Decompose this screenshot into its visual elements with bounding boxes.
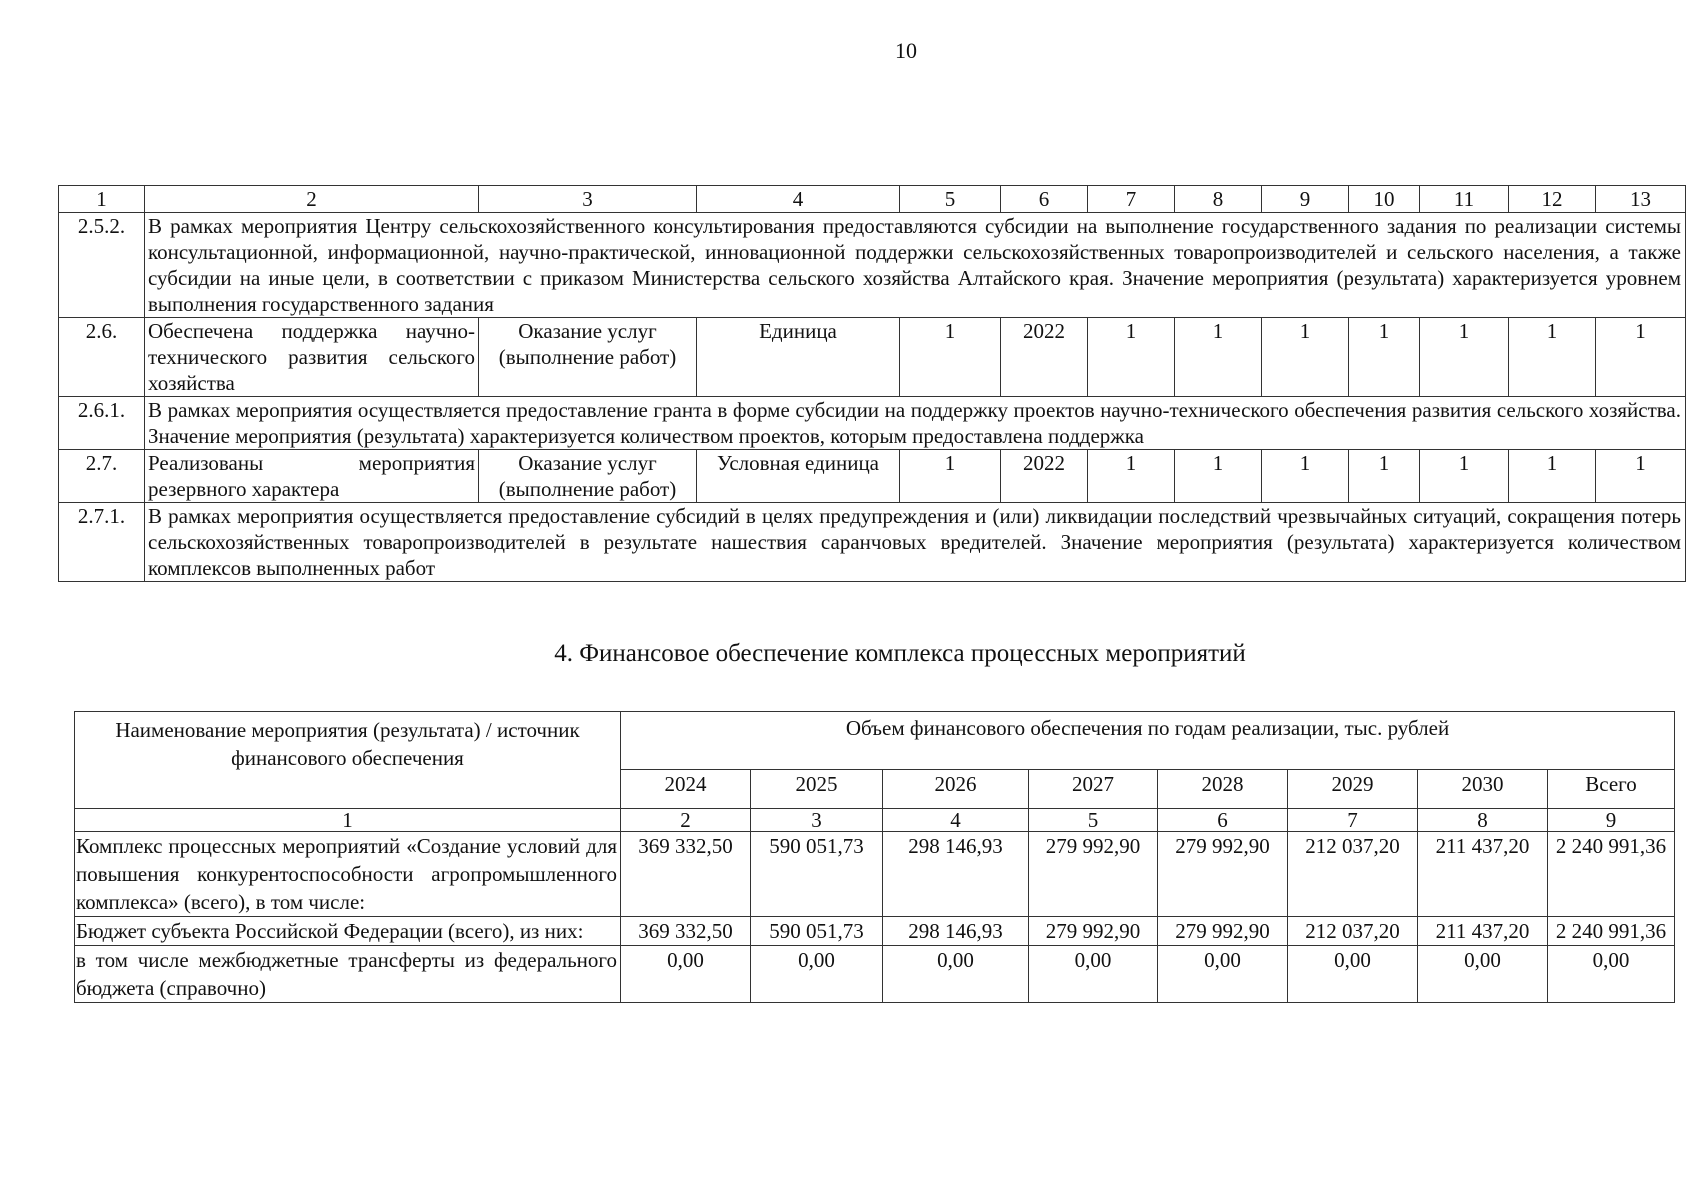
column-number-row bbox=[59, 186, 1686, 213]
value-cell: 1 bbox=[1088, 450, 1175, 503]
amount-cell: 211 437,20 bbox=[1418, 917, 1548, 946]
column-number: 3 bbox=[751, 809, 883, 832]
value-cell: 1 bbox=[1509, 318, 1596, 397]
value-cell: 1 bbox=[1262, 450, 1349, 503]
amount-cell: 369 332,50 bbox=[621, 832, 751, 917]
amount-cell: 211 437,20 bbox=[1418, 832, 1548, 917]
row-name: Бюджет субъекта Российской Федерации (всего), из них: bbox=[75, 917, 621, 946]
table-row bbox=[75, 917, 1675, 946]
row-name: Комплекс процессных мероприятий «Создание условий для повышения конкурентоспособности агропромышленного комплекса» (всего), в том числе: bbox=[75, 832, 621, 917]
row-number: 2.7. bbox=[59, 450, 145, 503]
table-row bbox=[75, 832, 1675, 917]
column-number: 5 bbox=[1029, 809, 1158, 832]
column-number: 4 bbox=[697, 186, 900, 213]
column-number: 11 bbox=[1420, 186, 1509, 213]
amount-cell: 279 992,90 bbox=[1158, 832, 1288, 917]
column-number: 9 bbox=[1548, 809, 1675, 832]
row-number: 2.7.1. bbox=[59, 503, 145, 582]
column-number: 1 bbox=[59, 186, 145, 213]
table-row bbox=[59, 397, 1686, 450]
amount-cell: 369 332,50 bbox=[621, 917, 751, 946]
column-number: 6 bbox=[1158, 809, 1288, 832]
header-name: Наименование мероприятия (результата) / источник финансового обеспечения bbox=[75, 712, 621, 809]
page-number: 10 bbox=[895, 38, 917, 63]
column-number: 5 bbox=[900, 186, 1001, 213]
amount-cell: 590 051,73 bbox=[751, 832, 883, 917]
row-number: 2.5.2. bbox=[59, 213, 145, 318]
column-number-row bbox=[75, 809, 1675, 832]
amount-cell: 0,00 bbox=[1158, 946, 1288, 1003]
year-header: Всего bbox=[1548, 770, 1675, 809]
value-cell: 1 bbox=[1349, 450, 1420, 503]
section-title: 4. Финансовое обеспечение комплекса процессных мероприятий bbox=[554, 640, 1246, 667]
amount-cell: 2 240 991,36 bbox=[1548, 917, 1675, 946]
year-header: 2026 bbox=[883, 770, 1029, 809]
column-number: 2 bbox=[621, 809, 751, 832]
amount-cell: 0,00 bbox=[1418, 946, 1548, 1003]
amount-cell: 279 992,90 bbox=[1029, 917, 1158, 946]
value-cell: 2022 bbox=[1001, 318, 1088, 397]
row-description: В рамках мероприятия осуществляется предоставление субсидий в целях предупреждения и (или) ликвидации последствий чрезвычайных ситуаций, сокращения потерь сельскохозяйственных товаропроизводителей в результате нашествия саранчовых вредителей. Значение мероприятия (результата) характеризуется количеством комплексов выполненных работ bbox=[145, 503, 1686, 582]
result-type: Оказание услуг (выполнение работ) bbox=[479, 450, 697, 503]
table-row bbox=[59, 318, 1686, 397]
column-number: 13 bbox=[1596, 186, 1686, 213]
value-cell: 1 bbox=[1420, 318, 1509, 397]
amount-cell: 0,00 bbox=[621, 946, 751, 1003]
column-number: 8 bbox=[1175, 186, 1262, 213]
amount-cell: 279 992,90 bbox=[1158, 917, 1288, 946]
year-header: 2027 bbox=[1029, 770, 1158, 809]
value-cell: 1 bbox=[1349, 318, 1420, 397]
amount-cell: 0,00 bbox=[1548, 946, 1675, 1003]
amount-cell: 212 037,20 bbox=[1288, 832, 1418, 917]
column-number: 9 bbox=[1262, 186, 1349, 213]
column-number: 12 bbox=[1509, 186, 1596, 213]
column-number: 2 bbox=[145, 186, 479, 213]
unit-of-measure: Единица bbox=[697, 318, 900, 397]
column-number: 7 bbox=[1088, 186, 1175, 213]
value-cell: 1 bbox=[1175, 318, 1262, 397]
year-header: 2028 bbox=[1158, 770, 1288, 809]
amount-cell: 298 146,93 bbox=[883, 917, 1029, 946]
value-cell: 1 bbox=[1088, 318, 1175, 397]
column-number: 6 bbox=[1001, 186, 1088, 213]
amount-cell: 212 037,20 bbox=[1288, 917, 1418, 946]
value-cell: 2022 bbox=[1001, 450, 1088, 503]
table-row bbox=[59, 450, 1686, 503]
value-cell: 1 bbox=[1596, 450, 1686, 503]
value-cell: 1 bbox=[1175, 450, 1262, 503]
indicators-table bbox=[58, 185, 1686, 582]
result-type: Оказание услуг (выполнение работ) bbox=[479, 318, 697, 397]
table-row bbox=[59, 503, 1686, 582]
result-name: Реализованы мероприятия резервного характера bbox=[145, 450, 479, 503]
row-number: 2.6.1. bbox=[59, 397, 145, 450]
year-header: 2025 bbox=[751, 770, 883, 809]
value-cell: 1 bbox=[1262, 318, 1349, 397]
table-row bbox=[59, 213, 1686, 318]
amount-cell: 279 992,90 bbox=[1029, 832, 1158, 917]
column-number: 1 bbox=[75, 809, 621, 832]
value-cell: 1 bbox=[900, 318, 1001, 397]
row-number: 2.6. bbox=[59, 318, 145, 397]
unit-of-measure: Условная единица bbox=[697, 450, 900, 503]
row-name: в том числе межбюджетные трансферты из федерального бюджета (справочно) bbox=[75, 946, 621, 1003]
header-volume: Объем финансового обеспечения по годам реализации, тыс. рублей bbox=[621, 712, 1675, 770]
amount-cell: 0,00 bbox=[1288, 946, 1418, 1003]
row-description: В рамках мероприятия Центру сельскохозяйственного консультирования предоставляются субсидии на выполнение государственного задания по реализации системы консультационной, информационной, научно-практической, инновационной поддержки сельскохозяйственных товаропроизводителей и сельского населения, а также субсидии на иные цели, в соответствии с приказом Министерства сельского хозяйства Алтайского края. Значение мероприятия (результата) характеризуется уровнем выполнения государственного задания bbox=[145, 213, 1686, 318]
amount-cell: 590 051,73 bbox=[751, 917, 883, 946]
column-number: 8 bbox=[1418, 809, 1548, 832]
amount-cell: 0,00 bbox=[751, 946, 883, 1003]
row-description: В рамках мероприятия осуществляется предоставление гранта в форме субсидии на поддержку проектов научно-технического обеспечения развития сельского хозяйства. Значение мероприятия (результата) характеризуется количеством проектов, которым предоставлена поддержка bbox=[145, 397, 1686, 450]
column-number: 10 bbox=[1349, 186, 1420, 213]
amount-cell: 2 240 991,36 bbox=[1548, 832, 1675, 917]
column-number: 4 bbox=[883, 809, 1029, 832]
year-header: 2029 bbox=[1288, 770, 1418, 809]
year-header: 2030 bbox=[1418, 770, 1548, 809]
amount-cell: 0,00 bbox=[883, 946, 1029, 1003]
column-number: 3 bbox=[479, 186, 697, 213]
column-number: 7 bbox=[1288, 809, 1418, 832]
value-cell: 1 bbox=[1420, 450, 1509, 503]
financing-table bbox=[74, 711, 1675, 1003]
amount-cell: 0,00 bbox=[1029, 946, 1158, 1003]
value-cell: 1 bbox=[900, 450, 1001, 503]
table-row bbox=[75, 946, 1675, 1003]
year-header: 2024 bbox=[621, 770, 751, 809]
value-cell: 1 bbox=[1509, 450, 1596, 503]
result-name: Обеспечена поддержка научно-технического развития сельского хозяйства bbox=[145, 318, 479, 397]
amount-cell: 298 146,93 bbox=[883, 832, 1029, 917]
value-cell: 1 bbox=[1596, 318, 1686, 397]
